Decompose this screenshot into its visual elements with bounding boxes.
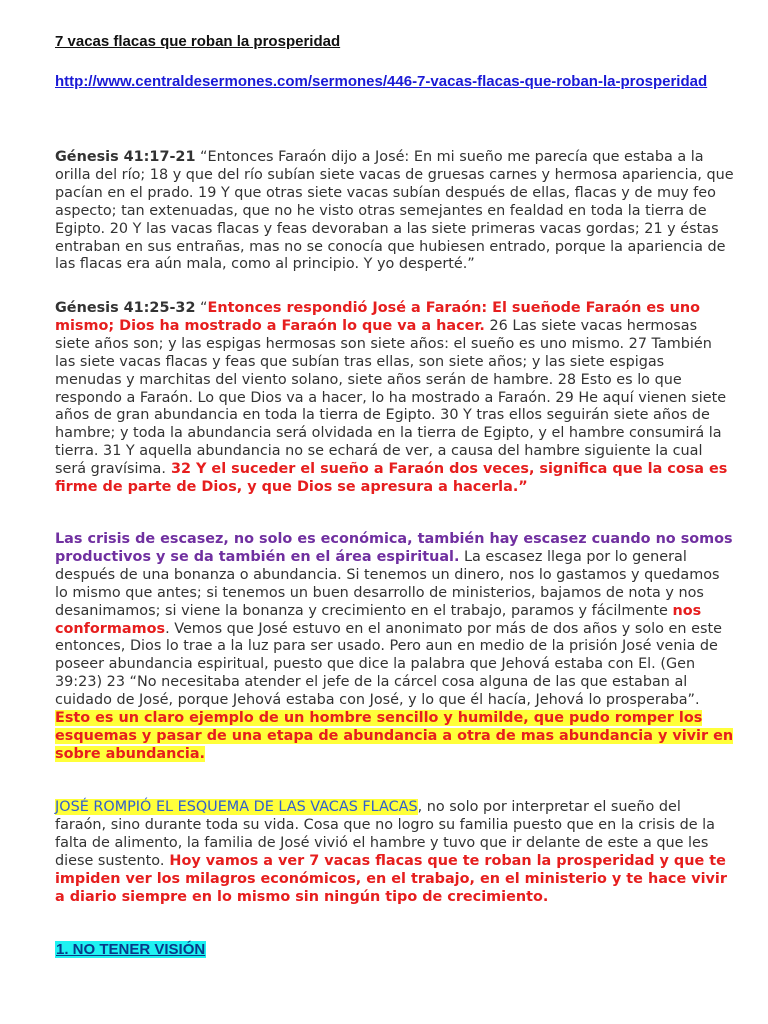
paragraph-genesis-17-21	[55, 149, 735, 274]
red-emphasis: Hoy vamos a ver 7 vacas flacas que te roban la prosperidad y que te impiden ver los milagros económicos, en el trabajo, en el ministerio y te hace vivir a diario siempre en lo mismo sin ningún tipo de crecimiento.	[55, 852, 727, 905]
paragraph-jose	[55, 799, 735, 906]
quote-open: “	[195, 300, 208, 316]
purple-emphasis: Las crisis de escasez, no solo es económica, también hay escasez cuando no somos productivos y se da también en el área espiritual.	[55, 531, 733, 565]
section-heading: 1. NO TENER VISIÓN	[56, 941, 206, 958]
document-title: 7 vacas flacas que roban la prosperidad	[55, 33, 341, 50]
red-emphasis: nos conformamos	[55, 602, 702, 637]
paragraph-crisis	[55, 531, 735, 764]
body-text: . Vemos que José estuvo en el anonimato por más de dos años y solo en este entonces, Dios lo trae a la luz para ser usado. Pero aun en medio de la prisión José venia de poseer abundancia espiritual, puesto que dice la palabra que Jehová estaba con El. (Gen 39:23) 23 “No necesitaba atender el jefe de la cárcel cosa alguna de las que estaban al cuidado de José, porque Jehová estaba con José, y lo que él hacía, Jehová lo prosperaba”.	[55, 620, 722, 709]
red-emphasis: 32 Y el suceder el sueño a Faraón dos veces, significa que la cosa es firme de parte de Dios, y que Dios se apresura a hacerla.”	[55, 461, 728, 496]
paragraph-genesis-25-32	[55, 300, 735, 497]
verse-reference: Génesis 41:17-21	[55, 149, 196, 165]
body-text: , no solo por interpretar el sueño del faraón, sino durante toda su vida. Cosa que no logro su familia puesto que en la crisis de la falta de alimento, la familia de José vivió el hambre y tuvo que ir delante de este a que les diese sustento.	[55, 799, 716, 869]
body-text: La escasez llega por lo general después de una bonanza o abundancia. Si tenemos un dinero, nos lo gastamos y quedamos lo mismo que antes; si tenemos un buen desarrollo de ministerios, bajamos de nota y nos desanimamos; si viene la bonanza y crecimiento en el trabajo, paramos y fácilmente	[55, 548, 720, 619]
source-url[interactable]: http://www.centraldesermones.com/sermones/446-7-vacas-flacas-que-roban-la-prosperidad	[55, 73, 708, 90]
highlighted-heading-text: JOSÉ ROMPIÓ EL ESQUEMA DE LAS VACAS FLACAS	[55, 799, 418, 815]
source-link[interactable]	[55, 64, 715, 100]
verse-text: “Entonces Faraón dijo a José: En mi sueño me parecía que estaba a la orilla del río; 18 y que del río subían siete vacas de gruesas carnes y hermosa apariencia, que pacían en el prado. 19 Y que otras siete vacas subían después de ellas, flacas y de muy feo aspecto; tan extenuadas, que no he visto otras semejantes en fealdad en toda la tierra de Egipto. 20 Y las vacas flacas y feas devoraban a las siete primeras vacas gordas; 21 y éstas entraban en sus entrañas, mas no se conocía que hubiesen entrado, porque la apariencia de las flacas era aún mala, como al principio. Y yo desperté.”	[55, 149, 734, 273]
verse-reference: Génesis 41:25-32	[55, 300, 196, 316]
verse-text: 26 Las siete vacas hermosas siete años son; y las espigas hermosas son siete años: el sueño es uno mismo. 27 También las siete vacas flacas y feas que subían tras ellas, son siete años; y las siete espigas menudas y marchitas del viento solano, siete años serán de hambre. 28 Esto es lo que respondo a Faraón. Lo que Dios va a hacer, lo ha mostrado a Faraón. 29 He aquí vienen siete años de gran abundancia en toda la tierra de Egipto. 30 Y tras ellos seguirán siete años de hambre; y toda la abundancia será olvidada en la tierra de Egipto, y el hambre consumirá la tierra. 31 Y aquella abundancia no se echará de ver, a causa del hambre siguiente la cual será gravísima.	[55, 317, 727, 478]
highlighted-text: Esto es un claro ejemplo de un hombre sencillo y humilde, que pudo romper los esquemas y pasar de una etapa de abundancia a otra de mas abundancia y vivir en sobre abundancia.	[55, 710, 734, 762]
red-emphasis: Entonces respondió José a Faraón: El sueñode Faraón es uno mismo; Dios ha mostrado a Faraón lo que va a hacer.	[55, 300, 701, 334]
